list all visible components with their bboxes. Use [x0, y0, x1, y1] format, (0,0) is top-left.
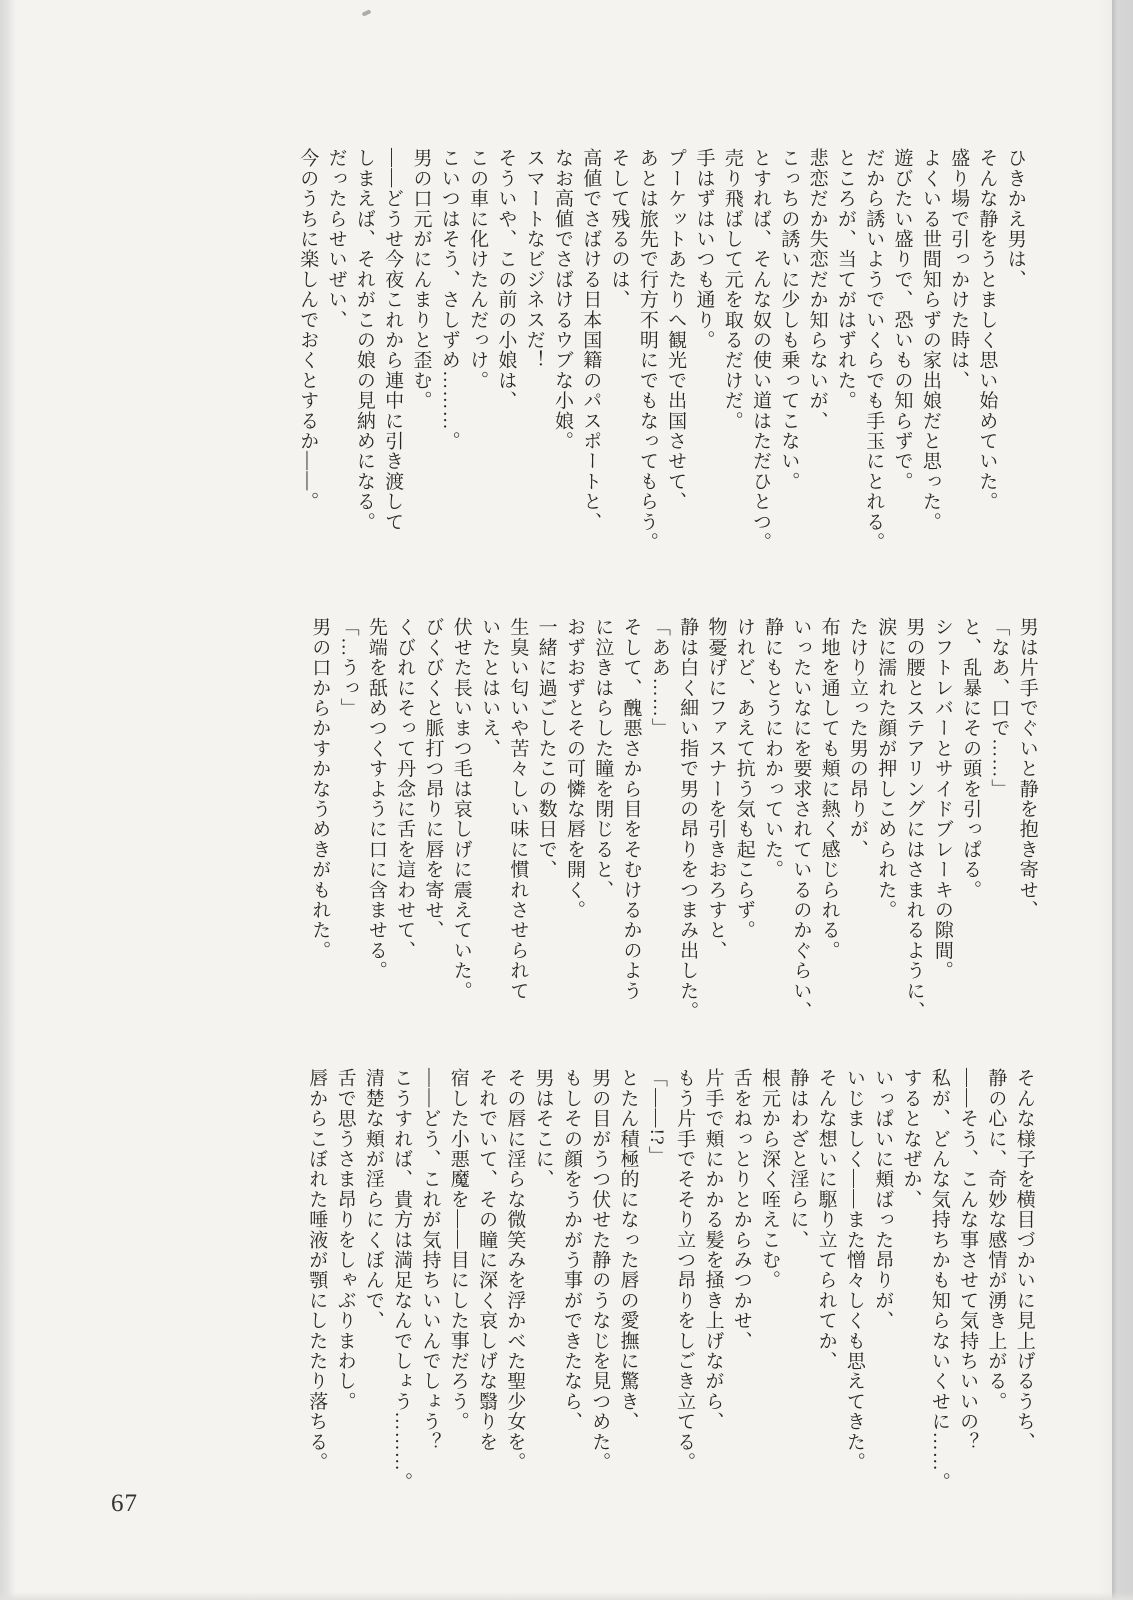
text-column: この車に化けたんだっけ。	[467, 148, 489, 391]
text-column: 静は白く細い指で男の昂りをつまみ出した。	[677, 617, 699, 1021]
text-column: 静はわざと淫らに、	[787, 1068, 809, 1250]
text-column: そんな静をうとましく思い始めていた。	[976, 148, 998, 512]
text-column: 遊びたい盛りで、恐いもの知らずで。	[891, 148, 913, 492]
text-column: シフトレバーとサイドブレーキの隙間。	[931, 617, 953, 981]
text-column: そんな様子を横目づかいに見上げるうち、	[1013, 1068, 1035, 1452]
text-column: 舌で思うさま昂りをしゃぶりまわし。	[334, 1068, 356, 1412]
text-column: と、乱暴にその頭を引っぱる。	[960, 617, 982, 900]
text-column: 盛り場で引っかけた時は、	[948, 148, 970, 391]
text-column: もう片手でそそり立つ昂りをしごき立てる。	[674, 1068, 696, 1472]
text-column: 高値でさばける日本国籍のパスポートと、	[580, 148, 602, 532]
page-right-edge-shadow	[1112, 0, 1133, 1600]
text-column: 私が、どんな気持ちかも知らないくせに……。	[928, 1068, 950, 1493]
text-column: そして、醜悪さから目をそむけるかのよう	[620, 617, 642, 1001]
text-column: しまえば、それがこの娘の見納めになる。	[353, 148, 375, 532]
text-column: 男の腰とステアリングにはさまれるように、	[903, 617, 925, 1021]
text-column: 男の口元がにんまりと歪む。	[410, 148, 432, 411]
text-column: けれど、あえて抗う気も起こらず。	[733, 617, 755, 941]
text-column: 「なあ、口で……」	[988, 617, 1010, 799]
text-column: 清楚な頬が淫らにくぼんで、	[362, 1068, 384, 1331]
text-column: 男はそこに、	[532, 1068, 554, 1190]
text-column: そんな想いに駆り立てられてか、	[815, 1068, 837, 1371]
text-column: とすれば、そんな奴の使い道はただひとつ。	[750, 148, 772, 552]
text-column: 一緒に過ごしたこの数日で、	[535, 617, 557, 880]
page-number: 67	[111, 1490, 138, 1517]
text-column: いたとはいえ、	[479, 617, 501, 759]
text-column: 先端を舐めつくすように口に含ませる。	[365, 617, 387, 981]
text-column: もしその顔をうかがう事ができたなら、	[560, 1068, 582, 1432]
text-column: たけり立った男の昂りが、	[846, 617, 868, 860]
text-column: 「――!?」	[645, 1068, 667, 1166]
text-column: するとなぜか、	[900, 1068, 922, 1210]
text-column: こうすれば、貴方は満足なんでしょう………。	[391, 1068, 413, 1493]
text-block-bottom	[298, 1068, 1042, 1496]
text-column: いっぱいに頬ばった昂りが、	[872, 1068, 894, 1331]
text-column: 静の心に、奇妙な感情が湧き上がる。	[985, 1068, 1007, 1412]
text-column: 涙に濡れた顔が押しこめられた。	[875, 617, 897, 920]
text-column: こっちの誘いに少しも乗ってこない。	[778, 148, 800, 492]
text-column: なお高値でさばけるウブな小娘。	[551, 148, 573, 451]
text-column: 根元から深く咥えこむ。	[759, 1068, 781, 1291]
text-column: 男は片手でぐいと静を抱き寄せ、	[1016, 617, 1038, 920]
text-column: 今のうちに楽しんでおくとするか――。	[297, 148, 319, 512]
text-column: 物憂げにファスナーを引きおろすと、	[705, 617, 727, 961]
text-column: 手はずはいつも通り。	[693, 148, 715, 350]
text-column: だったらせいぜい、	[325, 148, 347, 330]
text-column: 宿した小悪魔を――目にした事だろう。	[447, 1068, 469, 1432]
text-block-top	[289, 148, 1033, 560]
text-column: 唇からこぼれた唾液が顎にしたたり落ちる。	[306, 1068, 328, 1472]
page-left-edge-shadow	[0, 0, 16, 1600]
text-column: に泣きはらした瞳を閉じると、	[592, 617, 614, 900]
text-column: こいつはそう、さしずめ………。	[438, 148, 460, 451]
text-column: びくびくと脈打つ昂りに唇を寄せ、	[422, 617, 444, 941]
text-column: 生臭い匂いや苦々しい味に慣れさせられて	[507, 617, 529, 1001]
text-column: 片手で頬にかかる髪を掻き上げながら、	[702, 1068, 724, 1432]
text-column: いったいなにを要求されているのかぐらい、	[790, 617, 812, 1021]
text-column: とたん積極的になった唇の愛撫に驚き、	[617, 1068, 639, 1432]
text-column: あとは旅先で行方不明にでもなってもらう。	[636, 148, 658, 552]
text-column: 「…うっ」	[337, 617, 359, 718]
text-column: 「ああ……」	[648, 617, 670, 739]
text-column: だから誘いようでいくらでも手玉にとれる。	[863, 148, 885, 552]
page-right-edge-soft-shadow	[1098, 0, 1112, 1600]
text-column: よくいる世間知らずの家出娘だと思った。	[919, 148, 941, 532]
text-column: 売り飛ばして元を取るだけだ。	[721, 148, 743, 431]
text-column: 男の目がうつ伏せた静のうなじを見つめた。	[589, 1068, 611, 1472]
text-column: 布地を通しても頬に熱く感じられる。	[818, 617, 840, 961]
scan-speck	[362, 9, 372, 16]
text-column: プーケットあたりへ観光で出国させて、	[665, 148, 687, 512]
text-column: ところが、当てがはずれた。	[834, 148, 856, 411]
text-column: そして残るのは、	[608, 148, 630, 310]
text-column: そういや、この前の小娘は、	[495, 148, 517, 411]
text-column: いじましく――また憎々しくも思えてきた。	[843, 1068, 865, 1472]
text-column: ひきかえ男は、	[1004, 148, 1026, 290]
text-column: おずおずとその可憐な唇を開く。	[563, 617, 585, 920]
text-column: ――そう、こんな事させて気持ちいいの？	[957, 1068, 979, 1452]
text-column: 静にもとうにわかっていた。	[762, 617, 784, 880]
text-column: 悲恋だか失恋だか知らないが、	[806, 148, 828, 431]
text-column: その唇に淫らな微笑みを浮かべた聖少女を。	[504, 1068, 526, 1472]
text-column: 伏せた長いまつ毛は哀しげに震えていた。	[450, 617, 472, 1001]
text-column: くびれにそって丹念に舌を這わせて、	[394, 617, 416, 961]
text-column: 男の口からかすかなうめきがもれた。	[309, 617, 331, 961]
text-column: ――どうせ今夜これから連中に引き渡して	[382, 148, 404, 532]
text-column: ――どう、これが気持ちいいんでしょう？	[419, 1068, 441, 1452]
text-block-middle	[301, 617, 1045, 1029]
text-column: それでいて、その瞳に深く哀しげな翳りを	[476, 1068, 498, 1452]
text-column: 舌をねっとりとからみつかせ、	[730, 1068, 752, 1351]
text-column: スマートなビジネスだ！	[523, 148, 545, 371]
page-bottom-edge-shadow	[0, 1592, 1133, 1600]
